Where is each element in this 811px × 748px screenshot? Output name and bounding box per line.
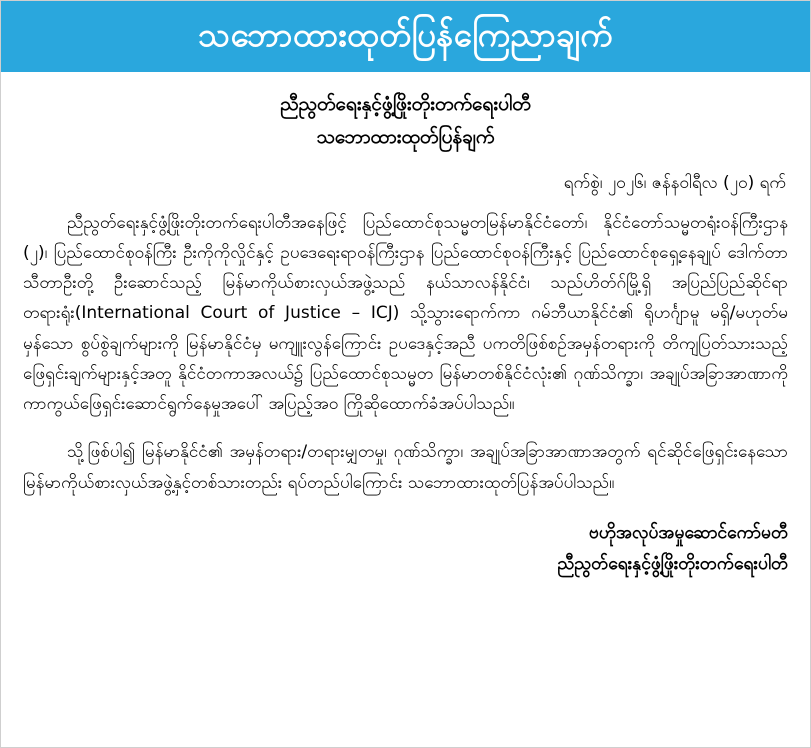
document-type: သဘောထားထုတ်ပြန်ချက် (316, 125, 495, 148)
date-line: ရက်စွဲ၊ ၂၀၂၆၊ ဇန်နဝါရီလ (၂၀) ရက် (563, 172, 786, 193)
banner-title: သဘောထားထုတ်ပြန်ကြေညာချက် (198, 15, 613, 54)
signature-block (23, 518, 788, 579)
signature-party: ညီညွတ်ရေးနှင့်ဖွံ့ဖြိုးတိုးတက်ရေးပါတီ (557, 553, 788, 574)
paragraph-2: သို့ဖြစ်ပါ၍ မြန်မာနိုင်ငံ၏ အမှန်တရား/တရားမျှတမှု၊ ဂုဏ်သိက္ခာ၊ အချုပ်အခြာအာဏာအတွက် ရင်ဆိုင်ဖြေရှင်းနေသော မြန်မာကိုယ်စားလှယ်အဖွဲ့နှင့်တစ်သားတည်း ရပ်တည်ပါကြောင်း သဘောထားထုတ်ပြန်အပ်ပါသည်။ (23, 442, 788, 493)
document-banner (1, 1, 810, 72)
paragraph-1: ညီညွတ်ရေးနှင့်ဖွံ့ဖြိုးတိုးတက်ရေးပါတီအနေဖြင့် ပြည်ထောင်စုသမ္မတမြန်မာနိုင်ငံတော်၊ နိုင်ငံတော်သမ္မတရုံးဝန်ကြီးဌာန (၂)၊ ပြည်ထောင်စုဝန်ကြီး ဦးကိုကိုလှိုင်နှင့် ဥပဒေရေးရာဝန်ကြီးဌာန ပြည်ထောင်စုဝန်ကြီးနှင့် ပြည်ထောင်စုရှေ့နေချုပ် ဒေါက်တာသီတာဦးတို့ ဦးဆောင်သည့် မြန်မာကိုယ်စားလှယ်အဖွဲ့သည် နယ်သာလန်နိုင်ငံ၊ သည်ဟိတ်ဂ်မြို့ရှိ အပြည်ပြည်ဆိုင်ရာတရားရုံး(International Court of Justice – ICJ) သို့သွားရောက်ကာ ဂမ်ဘီယာနိုင်ငံ၏ ရိုဟင်္ဂျာမူ မရှိ/မဟုတ်မမှန်သော စွပ်စွဲချက်များကို မြန်မာနိုင်ငံမှ မကျူးလွန်ကြောင်း ဥပဒေနှင့်အညီ ပကတိဖြစ်စဉ်အမှန်တရားကို တိကျပြတ်သားသည့် ဖြေရှင်းချက်များနှင့်အတူ နိုင်ငံတကာအလယ်၌ ပြည်ထောင်စုသမ္မတ မြန်မာတစ်နိုင်ငံလုံး၏ ဂုဏ်သိက္ခာ၊ အချုပ်အခြာအာဏာကို ကာကွယ်ဖြေရှင်းဆောင်ရွက်နေမှုအပေါ် အပြည့်အဝ ကြိုဆိုထောက်ခံအပ်ပါသည်။ (23, 212, 788, 415)
document-heading (23, 88, 788, 153)
signature-committee: ဗဟိုအလုပ်အမှုဆောင်ကော်မတီ (588, 522, 788, 543)
document-body (1, 72, 810, 579)
organization-name: ညီညွတ်‌ရေးနှင့်ဖွံ့ဖြိုးတိုးတက်ရေးပါတီ (280, 93, 531, 116)
